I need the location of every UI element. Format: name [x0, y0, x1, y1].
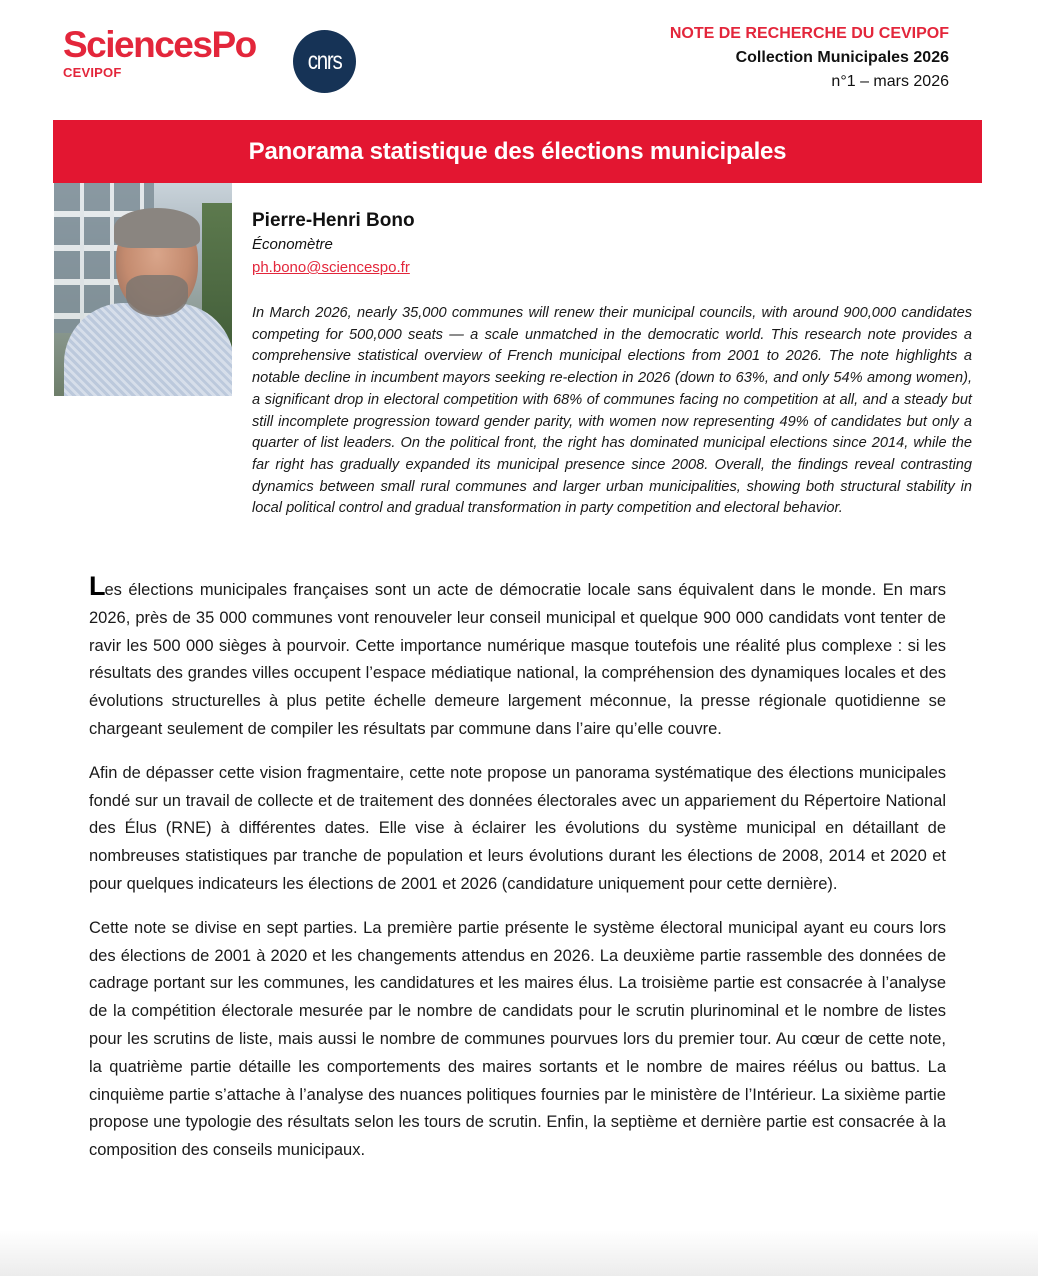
photo-hair — [114, 208, 200, 248]
photo-shirt — [64, 303, 232, 396]
cevipof-logo-text: CEVIPOF — [63, 65, 122, 80]
sciencespo-logo-text: SciencesPo — [63, 24, 256, 65]
photo-beard — [126, 275, 188, 317]
author-role: Économètre — [252, 236, 333, 253]
drop-cap: L — [89, 571, 105, 601]
abstract: In March 2026, nearly 35,000 communes will renew their municipal councils, with around 900,000 candidates competing for 500,000 seats — a scale unmatched in the democratic world. This research note provides a comprehensive statistical overview of French municipal elections from 2001 to 2026. The note highlights a notable decline in incumbent mayors seeking re-election in 2026 (down to 63%, and only 54% among women), a significant drop in electoral competition with 68% of communes facing no competition at all, and a steady but still incomplete progression toward gender parity, with women now representing 49% of candidates but only a quarter of list leaders. On the political front, the right has dominated municipal elections since 2014, while the far right has gradually expanded its municipal presence since 2008. Overall, the findings reveal contrasting dynamics between small rural communes and larger urban municipalities, showing both structural stability in local political control and gradual transformation in party competition and electoral behavior. — [252, 305, 972, 517]
publication-info — [670, 22, 949, 94]
author-name: Pierre-Henri Bono — [252, 210, 415, 231]
author-info — [252, 208, 415, 280]
paragraph-outline: Cette note se divise en sept parties. La première partie présente le système électoral municipal ayant eu cours lors des élections de 2001 à 2020 et les changements attendus en 2026. La deuxième partie rassemble des données de cadrage portant sur les communes, les candidatures et les maires élus. La troisième partie est consacrée à l’analyse de la compétition électorale mesurée par le nombre de candidats pour le scrutin plurinominal et le nombre de listes pour les scrutins de liste, mais aussi le nombre de communes pourvues lors du premier tour. Au cœur de cette note, la quatrième partie détaille les comportements des maires sortants et le nombre de maires réélus ou battus. La cinquième partie s’attache à l’analyse des nuances politiques fournies par le ministère de l’Intérieur. La sixième partie propose une typologie des résultats selon les tours de scrutin. Enfin, la septième et dernière partie est consacrée à la composition des conseils municipaux. — [89, 918, 946, 1160]
author-photo — [54, 183, 232, 396]
title-banner — [53, 120, 982, 183]
series-label: NOTE DE RECHERCHE DU CEVIPOF — [669, 25, 949, 42]
author-email-link[interactable]: ph.bono@sciencespo.fr — [252, 259, 410, 276]
body-text — [89, 571, 946, 1165]
document-title: Panorama statistique des élections municipales — [248, 137, 787, 165]
cnrs-logo-text: cnrs — [307, 47, 342, 75]
collection-label: Collection Municipales 2026 — [735, 49, 949, 66]
paragraph-intro — [89, 571, 946, 744]
cnrs-logo — [293, 30, 356, 93]
sciencespo-logo — [63, 26, 256, 80]
paragraph-intro-text: es élections municipales françaises sont un acte de démocratie locale sans équivalent dans le monde. En mars 2026, près de 35 000 communes vont renouveler leur conseil municipal et quelque 900 000 candidats vont tenter de ravir les 500 000 sièges à pourvoir. Cette importance numérique masque toutefois une réalité plus complexe : si les résultats des grandes villes occupent l’espace médiatique national, la compréhension des dynamiques locales et des évolutions structurelles à plus petite échelle demeure largement méconnue, la presse régionale quotidienne se chargeant seulement de compiler les résultats par commune dans l’aire qu’elle couvre. — [89, 581, 946, 738]
paragraph-method: Afin de dépasser cette vision fragmentaire, cette note propose un panorama systématique des élections municipales fondé sur un travail de collecte et de traitement des données électorales avec un appariement du Répertoire National des Élus (RNE) à différentes dates. Elle vise à éclairer les évolutions du système municipal en détaillant de nombreuses statistiques par tranche de population et leurs évolutions durant les élections de 2008, 2014 et 2020 et pour quelques indicateurs les élections de 2001 et 2026 (candidature uniquement pour cette dernière). — [89, 763, 946, 893]
issue-number: n°1 – mars 2026 — [831, 73, 949, 90]
